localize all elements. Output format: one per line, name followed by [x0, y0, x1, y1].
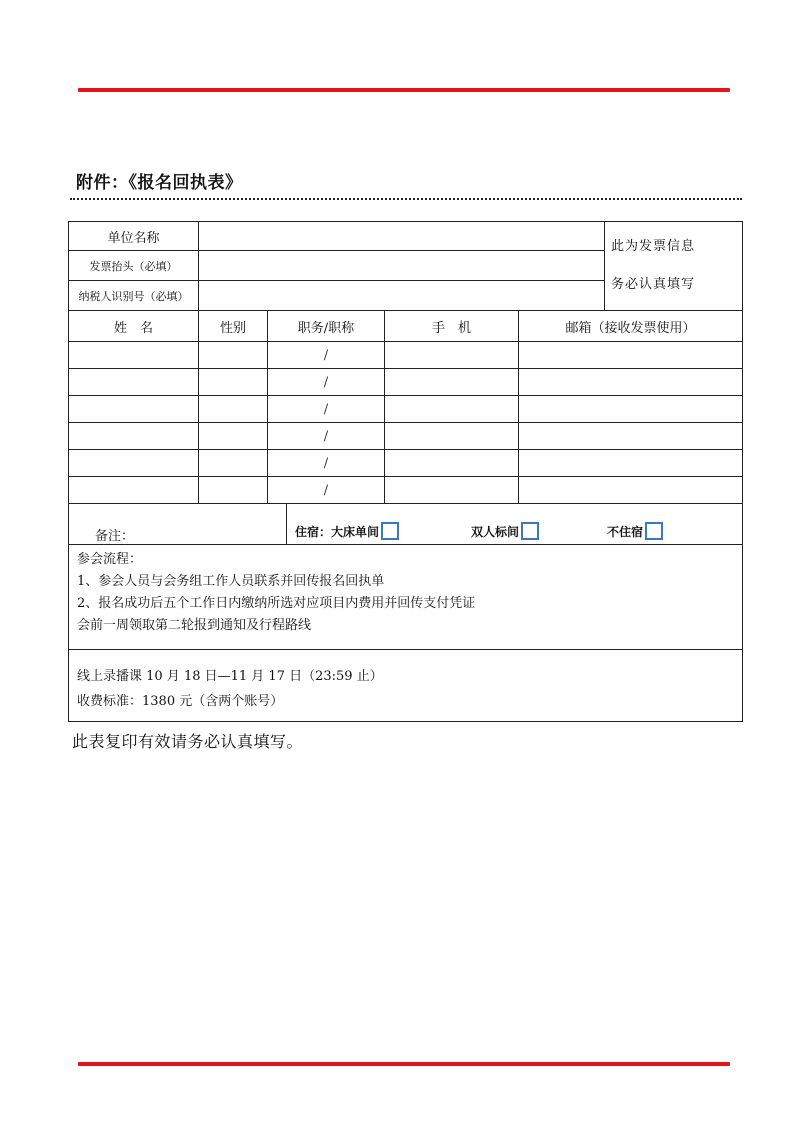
position-cell[interactable]: / — [268, 396, 385, 423]
lodging-king-option[interactable] — [295, 522, 399, 540]
top-red-rule — [78, 88, 730, 92]
lodging-king-label: 住宿：大床单间 — [295, 524, 380, 539]
phone-cell[interactable] — [385, 477, 519, 504]
header-name: 姓 名 — [69, 311, 199, 342]
footer-note: 此表复印有效请务必认真填写。 — [72, 732, 304, 751]
gender-cell[interactable] — [199, 450, 268, 477]
name-cell[interactable] — [69, 369, 199, 396]
lodging-twin-option[interactable] — [471, 522, 539, 540]
invoice-title-label: 发票抬头（必填） — [69, 251, 199, 281]
table-row — [69, 342, 743, 369]
email-cell[interactable] — [519, 477, 743, 504]
position-cell[interactable]: / — [268, 342, 385, 369]
lodging-twin-label: 双人标间 — [471, 524, 520, 539]
name-cell[interactable] — [69, 342, 199, 369]
process-section — [69, 545, 743, 650]
header-position: 职务/职称 — [268, 311, 385, 342]
page-title: 附件：《报名回执表》 — [76, 173, 243, 193]
invoice-note-line2: 务必认真填写 — [611, 277, 696, 292]
phone-cell[interactable] — [385, 450, 519, 477]
table-row — [69, 369, 743, 396]
gender-cell[interactable] — [199, 342, 268, 369]
email-cell[interactable] — [519, 423, 743, 450]
remarks-row — [69, 504, 743, 545]
taxpayer-id-field[interactable] — [199, 281, 605, 311]
table-row — [69, 396, 743, 423]
invoice-title-field[interactable] — [199, 251, 605, 281]
phone-cell[interactable] — [385, 423, 519, 450]
table-row — [69, 477, 743, 504]
process-title: 参会流程： — [77, 552, 143, 567]
dotted-divider — [70, 198, 742, 200]
invoice-note-cell — [605, 222, 743, 311]
unit-name-field[interactable] — [199, 222, 605, 251]
email-cell[interactable] — [519, 369, 743, 396]
gender-cell[interactable] — [199, 369, 268, 396]
bottom-red-rule — [78, 1062, 730, 1066]
position-cell[interactable]: / — [268, 477, 385, 504]
phone-cell[interactable] — [385, 369, 519, 396]
table-row — [69, 423, 743, 450]
position-cell[interactable]: / — [268, 450, 385, 477]
name-cell[interactable] — [69, 450, 199, 477]
lodging-none-label: 不住宿 — [607, 524, 644, 539]
table-row — [69, 450, 743, 477]
name-cell[interactable] — [69, 396, 199, 423]
email-cell[interactable] — [519, 396, 743, 423]
process-step-1: 1、参会人员与会务组工作人员联系并回传报名回执单 — [77, 574, 385, 589]
name-cell[interactable] — [69, 423, 199, 450]
header-gender: 性别 — [199, 311, 268, 342]
registration-form-table — [68, 221, 743, 722]
process-step-3: 会前一周领取第二轮报到通知及行程路线 — [77, 618, 312, 633]
name-cell[interactable] — [69, 477, 199, 504]
attendee-header-row — [69, 311, 743, 342]
twin-room-checkbox[interactable] — [521, 522, 539, 540]
course-schedule: 线上录播课 10 月 18 日—11 月 17 日（23:59 止） — [77, 669, 383, 684]
position-cell[interactable]: / — [268, 423, 385, 450]
email-cell[interactable] — [519, 342, 743, 369]
phone-cell[interactable] — [385, 396, 519, 423]
header-phone: 手 机 — [385, 311, 519, 342]
header-email: 邮箱（接收发票使用） — [519, 311, 743, 342]
email-cell[interactable] — [519, 450, 743, 477]
unit-name-label: 单位名称 — [69, 222, 199, 251]
lodging-none-option[interactable] — [607, 522, 663, 540]
fee-standard: 收费标准：1380 元（含两个账号） — [77, 694, 284, 709]
remarks-label: 备注： — [95, 529, 135, 544]
phone-cell[interactable] — [385, 342, 519, 369]
remarks-divider — [286, 504, 287, 544]
position-cell[interactable]: / — [268, 369, 385, 396]
taxpayer-id-label: 纳税人识别号（必填） — [69, 281, 199, 311]
gender-cell[interactable] — [199, 477, 268, 504]
gender-cell[interactable] — [199, 396, 268, 423]
king-room-checkbox[interactable] — [381, 522, 399, 540]
process-step-2: 2、报名成功后五个工作日内缴纳所选对应项目内费用并回传支付凭证 — [77, 596, 476, 611]
gender-cell[interactable] — [199, 423, 268, 450]
fee-section — [69, 650, 743, 722]
no-stay-checkbox[interactable] — [645, 522, 663, 540]
invoice-note-line1: 此为发票信息 — [611, 239, 696, 254]
